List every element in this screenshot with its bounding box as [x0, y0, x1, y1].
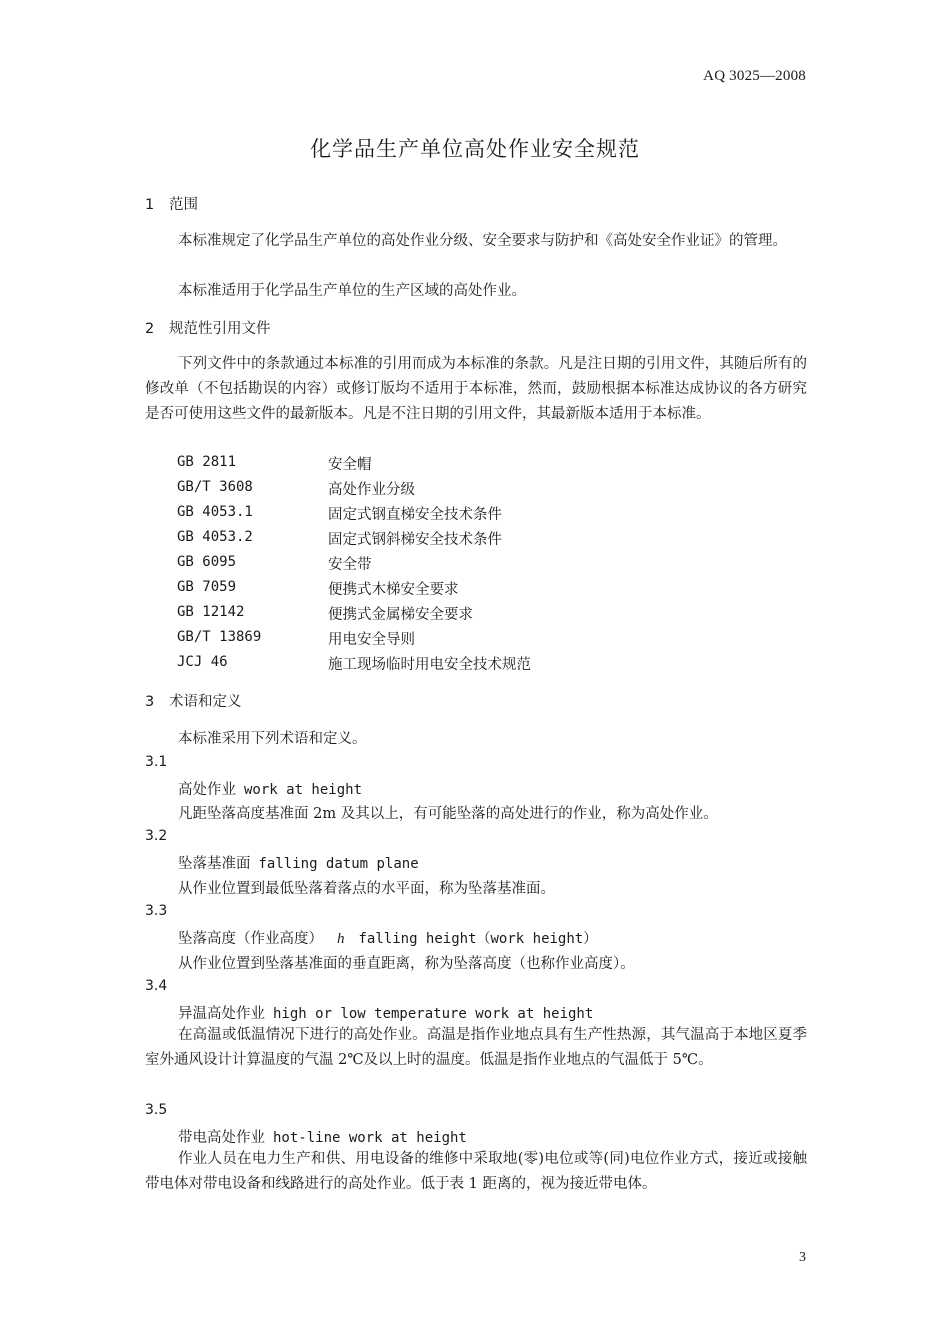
- document-title: 化学品生产单位高处作业安全规范: [310, 137, 640, 161]
- section-3-heading: [145, 690, 242, 711]
- clause-number: 3.4: [145, 978, 168, 994]
- section-2-heading: [145, 317, 271, 338]
- term-chinese: 坠落基准面: [178, 856, 251, 872]
- clause-number: 3.3: [145, 903, 168, 919]
- reference-code: GB 4053.2: [177, 529, 253, 545]
- section-2-paragraph: 下列文件中的条款通过本标准的引用而成为本标准的条款。凡是注日期的引用文件，其随后所有的修改单（不包括勘误的内容）或修订版均不适用于本标准，然而，鼓励根据本标准达成协议的各方研究是否可使用这些文件的最新版本。凡是不注日期的引用文件，其最新版本适用于本标准。: [145, 356, 807, 422]
- section-3-number: 3: [145, 694, 155, 710]
- reference-title: 安全帽: [328, 457, 372, 473]
- term-heading: [178, 1126, 467, 1147]
- standard-code: AQ 3025—2008: [703, 68, 806, 84]
- term-heading: [178, 1002, 593, 1023]
- reference-code: GB 2811: [177, 454, 237, 470]
- reference-code: GB 12142: [177, 604, 245, 620]
- reference-title: 固定式钢直梯安全技术条件: [328, 507, 502, 523]
- reference-code: GB 7059: [177, 579, 237, 595]
- reference-code: GB 6095: [177, 554, 237, 570]
- reference-code: GB 4053.1: [177, 504, 253, 520]
- reference-title: 安全带: [328, 557, 372, 573]
- term-chinese: 坠落高度（作业高度）: [178, 931, 323, 947]
- reference-title: 高处作业分级: [328, 482, 415, 498]
- term-english: falling datum plane: [258, 856, 419, 872]
- term-english: falling height（work height）: [358, 931, 598, 947]
- reference-code: JCJ 46: [177, 654, 228, 670]
- clause-number: 3.2: [145, 828, 168, 844]
- term-definition: 从作业位置到最低坠落着落点的水平面，称为坠落基准面。: [178, 881, 555, 897]
- term-english: work at height: [244, 782, 363, 798]
- term-english: hot-line work at height: [273, 1130, 467, 1146]
- section-1-title: 范围: [169, 197, 198, 213]
- section-1-number: 1: [145, 197, 155, 213]
- clause-number: 3.5: [145, 1102, 168, 1118]
- section-3-intro: 本标准采用下列术语和定义。: [178, 731, 367, 747]
- section-3-title: 术语和定义: [169, 694, 242, 710]
- term-heading: [178, 927, 597, 948]
- term-heading: [178, 852, 419, 873]
- term-definition: 作业人员在电力生产和供、用电设备的维修中采取地(零)电位或等(同)电位作业方式，接近或接触带电体对带电设备和线路进行的高处作业。低于表 1 距离的，视为接近带电体。: [145, 1151, 807, 1192]
- reference-title: 固定式钢斜梯安全技术条件: [328, 532, 502, 548]
- page-number: 3: [799, 1250, 806, 1265]
- section-1-heading: [145, 193, 198, 214]
- reference-title: 施工现场临时用电安全技术规范: [328, 657, 531, 673]
- term-definition: 在高温或低温情况下进行的高处作业。高温是指作业地点具有生产性热源，其气温高于本地区夏季室外通风设计计算温度的气温 2℃及以上时的温度。低温是指作业地点的气温低于 5℃。: [145, 1027, 807, 1068]
- term-chinese: 带电高处作业: [178, 1130, 265, 1146]
- reference-code: GB/T 3608: [177, 479, 253, 495]
- reference-code: GB/T 13869: [177, 629, 262, 645]
- section-2-title: 规范性引用文件: [169, 321, 271, 337]
- term-english: high or low temperature work at height: [273, 1006, 594, 1022]
- section-1-paragraph-2: 本标准适用于化学品生产单位的生产区域的高处作业。: [178, 283, 526, 299]
- term-definition: 凡距坠落高度基准面 2m 及其以上，有可能坠落的高处进行的作业，称为高处作业。: [178, 806, 718, 822]
- term-chinese: 高处作业: [178, 782, 236, 798]
- reference-title: 便携式金属梯安全要求: [328, 607, 473, 623]
- reference-title: 便携式木梯安全要求: [328, 582, 459, 598]
- term-symbol: h: [337, 931, 345, 947]
- reference-title: 用电安全导则: [328, 632, 415, 648]
- section-2-number: 2: [145, 321, 155, 337]
- clause-number: 3.1: [145, 754, 168, 770]
- term-chinese: 异温高处作业: [178, 1006, 265, 1022]
- section-1-paragraph-1: 本标准规定了化学品生产单位的高处作业分级、安全要求与防护和《高处安全作业证》的管理。: [178, 233, 787, 249]
- term-heading: [178, 778, 362, 799]
- term-definition: 从作业位置到坠落基准面的垂直距离，称为坠落高度（也称作业高度）。: [178, 956, 635, 972]
